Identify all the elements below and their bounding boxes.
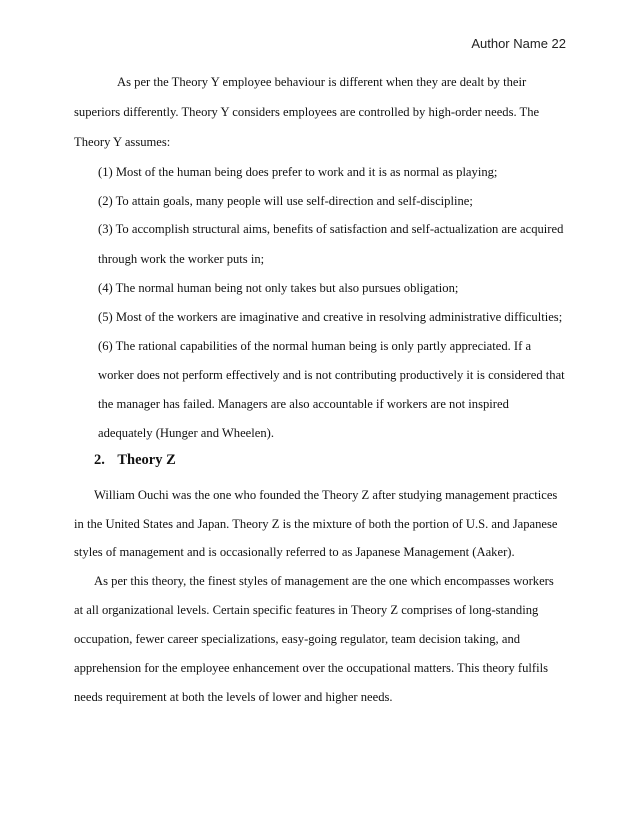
assumption-line: (2) To attain goals, many people will use self-direction and self-discipline; xyxy=(98,194,473,208)
body-text-line: William Ouchi was the one who founded the Theory Z after studying management practices xyxy=(94,488,558,502)
body-text-line: in the United States and Japan. Theory Z is the mixture of both the portion of U.S. and Japanese xyxy=(74,517,558,531)
assumption-line: the manager has failed. Managers are also accountable if workers are not inspired xyxy=(98,397,509,411)
assumption-line: (5) Most of the workers are imaginative and creative in resolving administrative difficulties; xyxy=(98,310,563,324)
section-heading-title: Theory Z xyxy=(117,452,176,468)
body-text-line: needs requirement at both the levels of lower and higher needs. xyxy=(74,690,393,704)
assumption-line: (1) Most of the human being does prefer to work and it is as normal as playing; xyxy=(98,165,498,179)
body-text-line: As per the Theory Y employee behaviour is different when they are dealt by their xyxy=(117,75,527,89)
assumption-line: (3) To accomplish structural aims, benefits of satisfaction and self-actualization are acquired xyxy=(98,222,564,236)
body-text-line: occupation, fewer career specializations, easy-going regulator, team decision taking, and xyxy=(74,632,521,646)
assumption-line: (6) The rational capabilities of the normal human being is only partly appreciated. If a xyxy=(98,339,532,353)
section-heading-theory-z xyxy=(94,452,176,469)
body-text-line: As per this theory, the finest styles of management are the one which encompasses workers xyxy=(94,574,554,588)
assumption-line: (4) The normal human being not only takes but also pursues obligation; xyxy=(98,281,459,295)
section-heading-number: 2. xyxy=(94,452,105,468)
assumption-line: worker does not perform effectively and is not contributing productively it is considered that xyxy=(98,368,565,382)
body-text-line: Theory Y assumes: xyxy=(74,135,171,149)
body-text-line: styles of management and is occasionally referred to as Japanese Management (Aaker). xyxy=(74,545,515,559)
assumption-line: adequately (Hunger and Wheelen). xyxy=(98,426,274,440)
body-text-line: at all organizational levels. Certain specific features in Theory Z comprises of long-standing xyxy=(74,603,539,617)
body-text-line: superiors differently. Theory Y considers employees are controlled by high-order needs. The xyxy=(74,105,540,119)
running-head: Author Name 22 xyxy=(471,36,566,51)
body-text-line: apprehension for the employee enhancement over the occupational matters. This theory fulfils xyxy=(74,661,548,675)
assumption-line: through work the worker puts in; xyxy=(98,252,265,266)
